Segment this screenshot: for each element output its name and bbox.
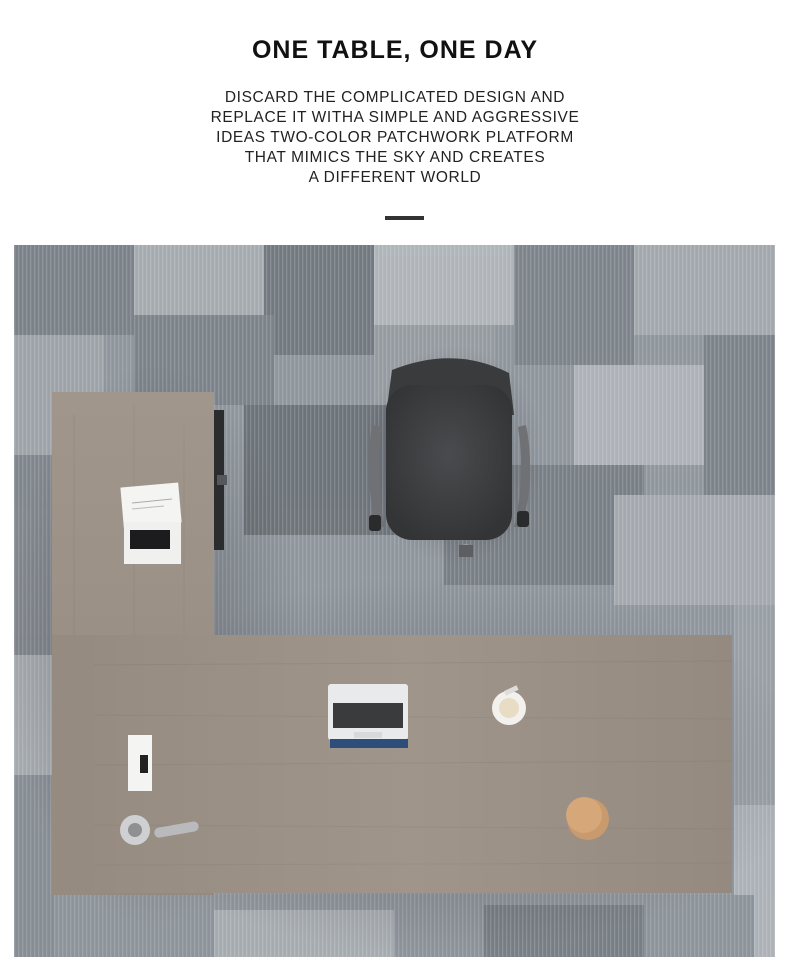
description-line: DISCARD THE COMPLICATED DESIGN AND — [224, 89, 566, 106]
title-divider — [385, 216, 424, 220]
page-title: ONE TABLE, ONE DAY — [251, 36, 539, 64]
description-line: REPLACE IT WITHA SIMPLE AND AGGRESSIVE — [210, 109, 580, 126]
laptop — [328, 684, 408, 748]
documents — [120, 483, 181, 564]
description-line: IDEAS TWO-COLOR PATCHWORK PLATFORM — [216, 129, 574, 146]
header-section — [0, 0, 790, 245]
description-line: THAT MIMICS THE SKY AND CREATES — [244, 149, 546, 166]
product-photo — [14, 245, 775, 957]
desk-top-view-illustration — [14, 245, 775, 957]
office-chair — [369, 358, 530, 557]
main-desk — [52, 635, 732, 895]
description-text — [195, 88, 595, 188]
description-line: A DIFFERENT WORLD — [308, 169, 482, 186]
